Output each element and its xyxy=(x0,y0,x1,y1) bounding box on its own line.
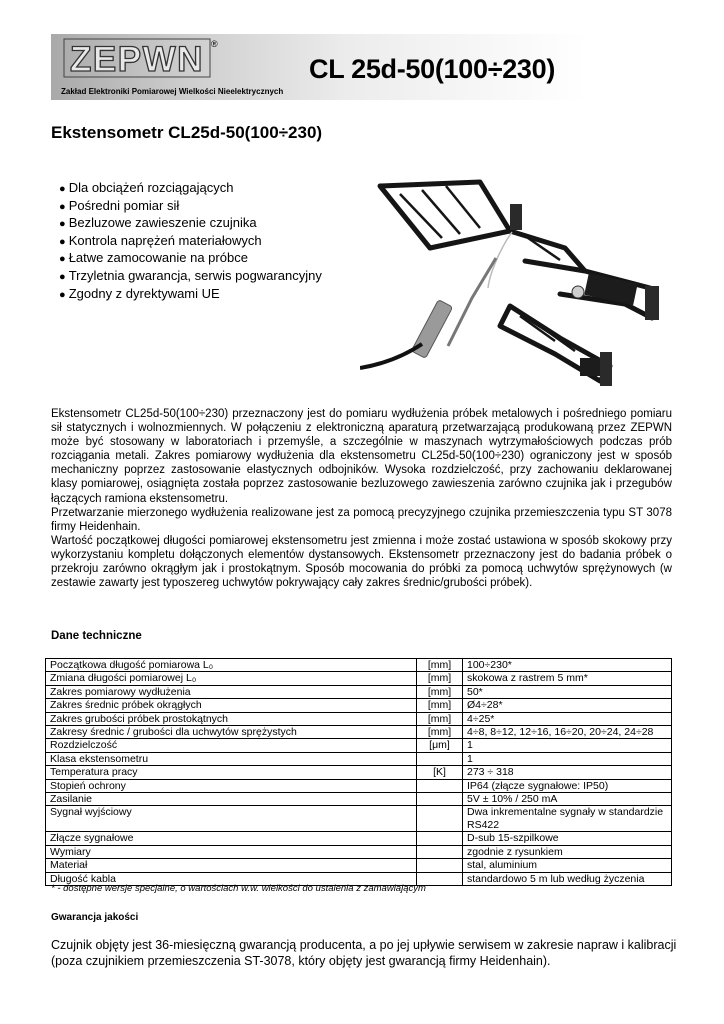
spec-unit xyxy=(417,793,463,806)
feature-item: ● Bezluzowe zawieszenie czujnika xyxy=(59,215,322,233)
spec-value: 50* xyxy=(463,685,672,698)
spec-unit: [mm] xyxy=(417,726,463,739)
svg-text:ZEPWN: ZEPWN xyxy=(70,40,204,78)
spec-value: Dwa inkrementalne sygnały w standardzie RS422 xyxy=(463,806,672,832)
spec-value: 1 xyxy=(463,739,672,752)
tech-data-heading: Dane techniczne xyxy=(51,630,142,642)
feature-item: ● Łatwe zamocowanie na próbce xyxy=(59,250,322,268)
table-row xyxy=(46,806,672,832)
table-row xyxy=(46,672,672,685)
table-row xyxy=(46,859,672,872)
spec-value: Ø4÷28* xyxy=(463,699,672,712)
warranty-text: Czujnik objęty jest 36-miesięczną gwarancją producenta, a po jej upływie serwisem w zakresie napraw i kalibracji (poza czujnikiem przemieszczenia ST-3078, który objęty jest gwarancją firmy Heidenhain). xyxy=(51,938,677,968)
quality-heading: Gwarancja jakości xyxy=(51,912,139,923)
spec-param: Wymiary xyxy=(46,845,417,858)
spec-value: skokowa z rastrem 5 mm* xyxy=(463,672,672,685)
product-title: Ekstensometr CL25d-50(100÷230) xyxy=(51,123,323,142)
table-row xyxy=(46,699,672,712)
spec-param: Stopień ochrony xyxy=(46,779,417,792)
spec-param: Długość kabla xyxy=(46,872,417,885)
table-row xyxy=(46,712,672,725)
spec-unit xyxy=(417,806,463,832)
description-paragraph: Wartość początkowej długości pomiarowej ekstensometru jest zmienna i może zostać ustawiona w sposób skokowy przy wykorzystaniu kompletu dołączonych elementów dystansowych. Ekstensometr przeznaczony jest do badania próbek o przekroju zarówno okrągłym jak i prostokątnym. Sposób mocowania do próbki za pomocą uchwytów sprężynowych (w zestawie zawarty jest typoszereg uchwytów pokrywający cały zakres średnic/grubości próbek). xyxy=(51,534,672,590)
feature-item: ● Zgodny z dyrektywami UE xyxy=(59,286,322,304)
feature-item: ● Kontrola naprężeń materiałowych xyxy=(59,233,322,251)
spec-value: 5V ± 10% / 250 mA xyxy=(463,793,672,806)
registered-mark: ® xyxy=(211,39,218,49)
spec-value: 4÷8, 8÷12, 12÷16, 16÷20, 20÷24, 24÷28 xyxy=(463,726,672,739)
header-banner xyxy=(51,34,588,100)
product-description xyxy=(51,407,672,590)
spec-param: Rozdzielczość xyxy=(46,739,417,752)
spec-value: D-sub 15-szpilkowe xyxy=(463,832,672,845)
spec-param: Materiał xyxy=(46,859,417,872)
spec-param: Zasilanie xyxy=(46,793,417,806)
spec-unit: [K] xyxy=(417,766,463,779)
feature-item: ● Dla obciążeń rozciągających xyxy=(59,180,322,198)
spec-value: 4÷25* xyxy=(463,712,672,725)
model-code: CL 25d-50(100÷230) xyxy=(309,54,556,84)
spec-unit: [mm] xyxy=(417,712,463,725)
spec-value: zgodnie z rysunkiem xyxy=(463,845,672,858)
spec-param: Klasa ekstensometru xyxy=(46,752,417,765)
table-row xyxy=(46,779,672,792)
spec-unit: [mm] xyxy=(417,699,463,712)
spec-value: 273 ÷ 318 xyxy=(463,766,672,779)
description-paragraph: Ekstensometr CL25d-50(100÷230) przeznaczony jest do pomiaru wydłużenia próbek metalowych i pośredniego pomiaru sił statycznych i wolnozmiennych. W połączeniu z elektroniczną aparaturą przetwarzającą produkowaną przez ZEPWN może być stosowany w laboratoriach i przemyśle, a szczególnie w maszynach wytrzymałościowych podczas prób rozciągania metali. Zakres pomiarowy wydłużenia dla ekstensometru CL25d-50(100÷230) ograniczony jest w sposób mechaniczny poprzez zastosowanie elastycznych odbojników. Wysoka rozdzielczość, przy zachowaniu deklarowanej klasy pomiarowej, osiągnięta została poprzez zastosowanie bezluzowego zawieszenia zarówno czujnika jak i przegubów łączących ramiona ekstensometru. xyxy=(51,408,672,505)
spec-unit xyxy=(417,752,463,765)
table-row xyxy=(46,726,672,739)
company-name: Zakład Elektroniki Pomiarowej Wielkości Nieelektrycznych xyxy=(61,87,284,96)
zepwn-logo xyxy=(63,38,211,78)
spec-param: Zakres pomiarowy wydłużenia xyxy=(46,685,417,698)
tech-spec-table xyxy=(45,658,672,886)
spec-value: standardowo 5 m lub według życzenia xyxy=(463,872,672,885)
spec-value: 1 xyxy=(463,752,672,765)
table-row xyxy=(46,752,672,765)
spec-unit: [mm] xyxy=(417,672,463,685)
table-row xyxy=(46,766,672,779)
spec-unit: [μm] xyxy=(417,739,463,752)
table-row xyxy=(46,739,672,752)
table-row xyxy=(46,832,672,845)
spec-value: 100÷230* xyxy=(463,659,672,672)
spec-unit xyxy=(417,832,463,845)
spec-param: Sygnał wyjściowy xyxy=(46,806,417,832)
feature-item: ● Trzyletnia gwarancja, serwis pogwarancyjny xyxy=(59,268,322,286)
spec-value: stal, aluminium xyxy=(463,859,672,872)
table-row xyxy=(46,659,672,672)
spec-unit xyxy=(417,779,463,792)
feature-list xyxy=(59,180,322,303)
feature-item: ● Pośredni pomiar sił xyxy=(59,198,322,216)
spec-param: Temperatura pracy xyxy=(46,766,417,779)
spec-unit xyxy=(417,845,463,858)
spec-param: Początkowa długość pomiarowa L₀ xyxy=(46,659,417,672)
spec-unit xyxy=(417,859,463,872)
description-paragraph: Przetwarzanie mierzonego wydłużenia realizowane jest za pomocą precyzyjnego czujnika przemieszczenia typu ST 3078 firmy Heidenhain. xyxy=(51,506,672,533)
table-row xyxy=(46,685,672,698)
spec-unit: [mm] xyxy=(417,685,463,698)
spec-footnote: * - dostępne wersje specjalne, o wartościach w.w. wielkości do ustalenia z zamawiającym xyxy=(51,883,426,894)
spec-param: Zakres średnic próbek okrągłych xyxy=(46,699,417,712)
table-row xyxy=(46,793,672,806)
spec-param: Złącze sygnałowe xyxy=(46,832,417,845)
extensometer-photo xyxy=(360,176,672,396)
spec-unit: [mm] xyxy=(417,659,463,672)
spec-param: Zakres grubości próbek prostokątnych xyxy=(46,712,417,725)
spec-param: Zakresy średnic / grubości dla uchwytów sprężystych xyxy=(46,726,417,739)
spec-value: IP64 (złącze sygnałowe: IP50) xyxy=(463,779,672,792)
spec-param: Zmiana długości pomiarowej L₀ xyxy=(46,672,417,685)
table-row xyxy=(46,845,672,858)
